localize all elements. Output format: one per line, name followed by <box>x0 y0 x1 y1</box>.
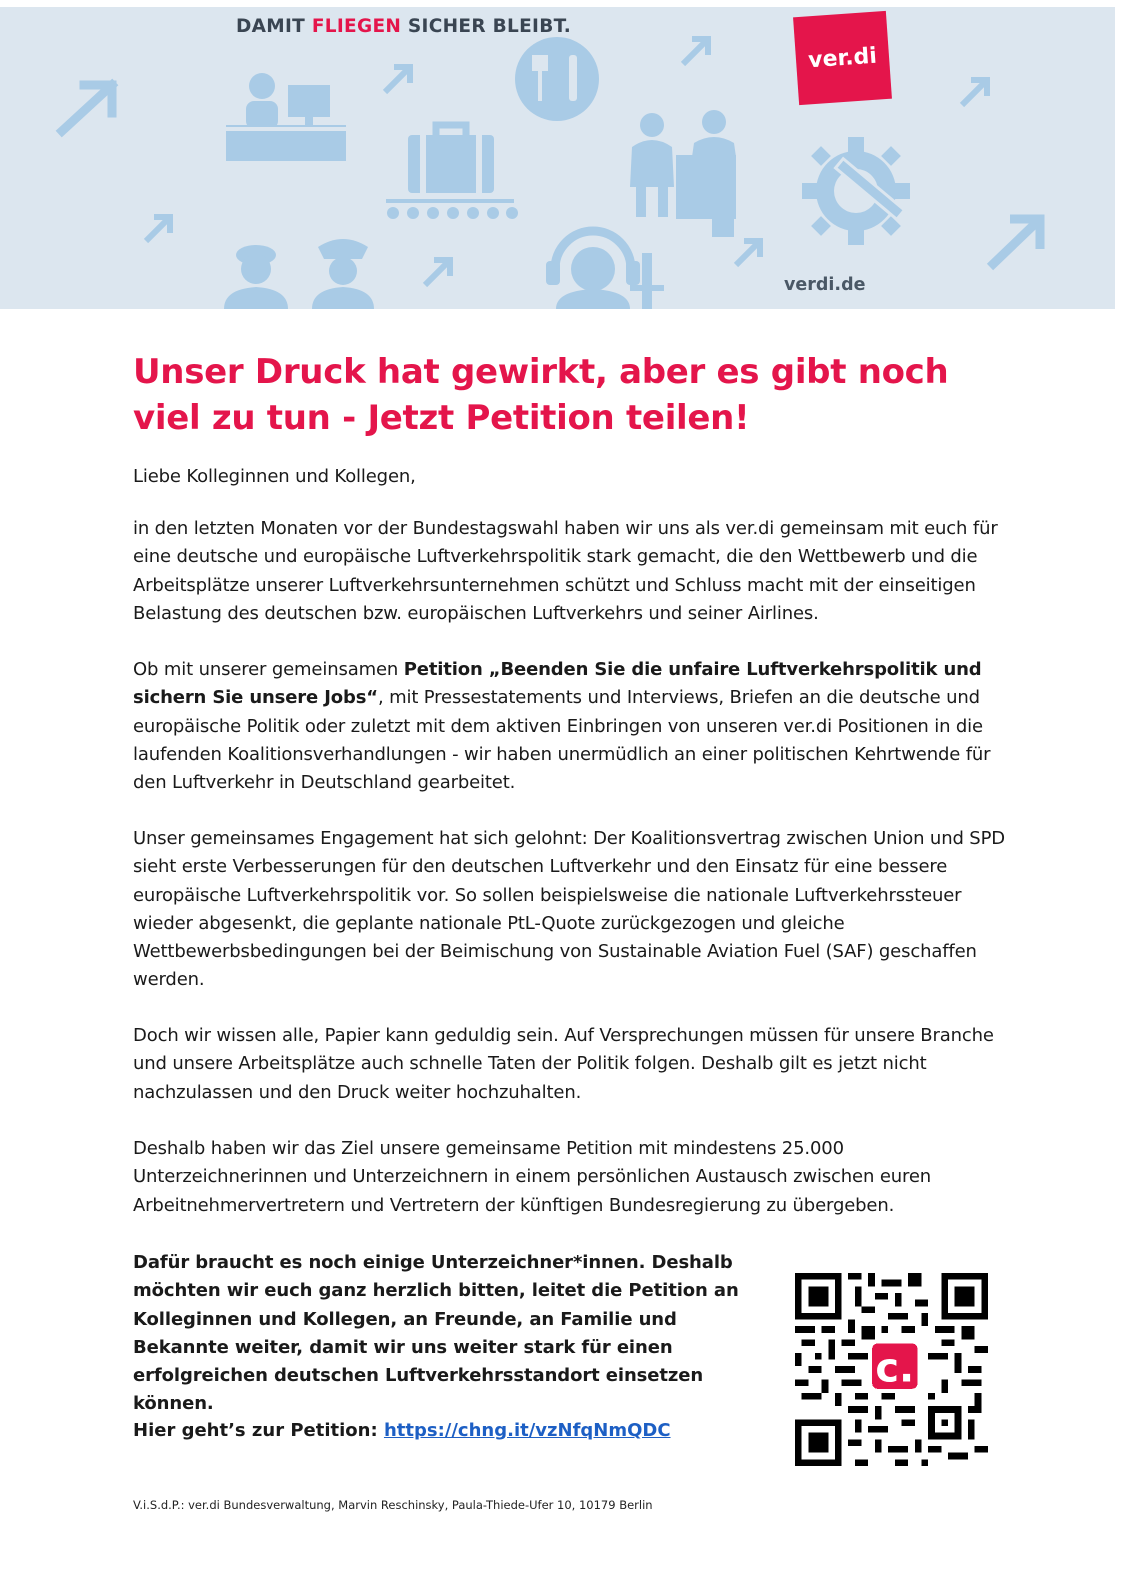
qr-badge-text: c. <box>875 1345 915 1392</box>
arrow-icon <box>146 217 170 241</box>
paragraph-2-text: , mit Pressestatements und Interviews, Briefen an die deutsche und europäische Politik oder zuletzt mit dem aktiven Einbringen von unseren ver.di Positionen in die laufenden Koalitionsverhandlungen - wir haben unermüdlich an einer politischen Kehrtwende für den Luftverkehr in Deutschland gearbeitet. <box>133 687 991 794</box>
footer-imprint: V.i.S.d.P.: ver.di Bundesverwaltung, Marvin Reschinsky, Paula-Thiede-Ufer 10, 10179 Berlin <box>133 1498 653 1512</box>
paragraph-1: in den letzten Monaten vor der Bundestagswahl haben wir uns als ver.di gemeinsam mit euch für eine deutsche und europäische Luftverkehrspolitik stark gemacht, die den Wettbewerb und die Arbeitsplätze unserer Luftverkehrsunternehmen schützt und Schluss macht mit der einseitigen Belastung des deutschen bzw. europäischen Luftverkehrs und seiner Airlines. <box>133 518 998 624</box>
arrow-icon <box>990 219 1040 267</box>
petition-line <box>133 1417 671 1445</box>
petition-label: Hier geht’s zur Petition: <box>133 1420 384 1441</box>
luggage-icon <box>386 125 518 219</box>
gear-wrench-icon <box>802 137 910 245</box>
paragraph-5: Deshalb haben wir das Ziel unsere gemeinsame Petition mit mindestens 25.000 Unterzeichnerinnen und Unterzeichnern in einem persönlichen Austausch zwischen euren Arbeitnehmervertretern und Vertretern der künftigen Bundesregierung zu übergeben. <box>133 1138 932 1216</box>
greeting: Liebe Kolleginnen und Kollegen, <box>133 466 416 487</box>
restaurant-icon <box>515 37 599 121</box>
tagline-highlight: FLIEGEN <box>311 16 402 37</box>
flight-attendant-icon <box>224 245 288 309</box>
paragraph-4: Doch wir wissen alle, Papier kann geduldig sein. Auf Versprechungen müssen für unsere Branche und unsere Arbeitsplätze auch schnelle Taten der Politik folgen. Deshalb gilt es jetzt nicht nachzulassen und den Druck weiter hochzuhalten. <box>133 1025 994 1103</box>
arrow-icon <box>736 241 760 265</box>
paragraph-2-text: Ob mit unserer gemeinsamen <box>133 659 404 680</box>
arrow-icon <box>62 85 112 131</box>
page-title: Unser Druck hat gewirkt, aber es gibt noch viel zu tun - Jetzt Petition teilen! <box>133 352 949 438</box>
arrow-icon <box>683 39 708 64</box>
qr-code[interactable] <box>795 1273 988 1466</box>
header-illustration <box>0 7 1115 309</box>
arrow-icon <box>962 80 987 105</box>
paragraph-3: Unser gemeinsames Engagement hat sich gelohnt: Der Koalitionsvertrag zwischen Union und SPD sieht erste Verbesserungen für den deutschen Luftverkehr und den Einsatz für eine bessere europäische Luftverkehrspolitik vor. So sollen beispielsweise die nationale Luftverkehrssteuer wieder abgesenkt, die geplante nationale PtL-Quote zurückgezogen und gleiche Wettbewerbsbedingungen bei der Beimischung von Sustainable Aviation Fuel (SAF) geschaffen werden. <box>133 828 1005 991</box>
header-banner <box>0 7 1115 309</box>
service-staff-icon <box>630 110 736 237</box>
tagline-text: SICHER BLEIBT. <box>401 16 572 37</box>
paragraph-2 <box>133 656 1013 797</box>
logo-text: ver.di <box>807 43 878 73</box>
arrow-icon <box>425 260 450 285</box>
petition-title: Petition „Beenden Sie die unfaire Luftverkehrspolitik und sichern Sie unsere Jobs“ <box>133 659 982 709</box>
arrow-icon <box>385 67 410 92</box>
pilot-icon <box>312 239 374 309</box>
tagline-text: DAMIT <box>236 16 312 37</box>
header-tagline <box>236 16 571 37</box>
header-domain: verdi.de <box>784 275 866 295</box>
verdi-logo <box>793 11 892 105</box>
headset-operator-icon <box>546 231 640 309</box>
call-to-action: Dafür braucht es noch einige Unterzeichner*innen. Deshalb möchten wir euch ganz herzlich bitten, leitet die Petition an Kolleginnen und Kollegen, an Freunde, an Familie und Bekannte weiter, damit wir uns weiter stark für einen erfolgreichen deutschen Luftverkehrsstandort einsetzen können. <box>133 1252 739 1415</box>
check-in-counter-icon <box>226 73 346 161</box>
petition-link[interactable]: https://chng.it/vzNfqNmQDC <box>383 1420 671 1441</box>
